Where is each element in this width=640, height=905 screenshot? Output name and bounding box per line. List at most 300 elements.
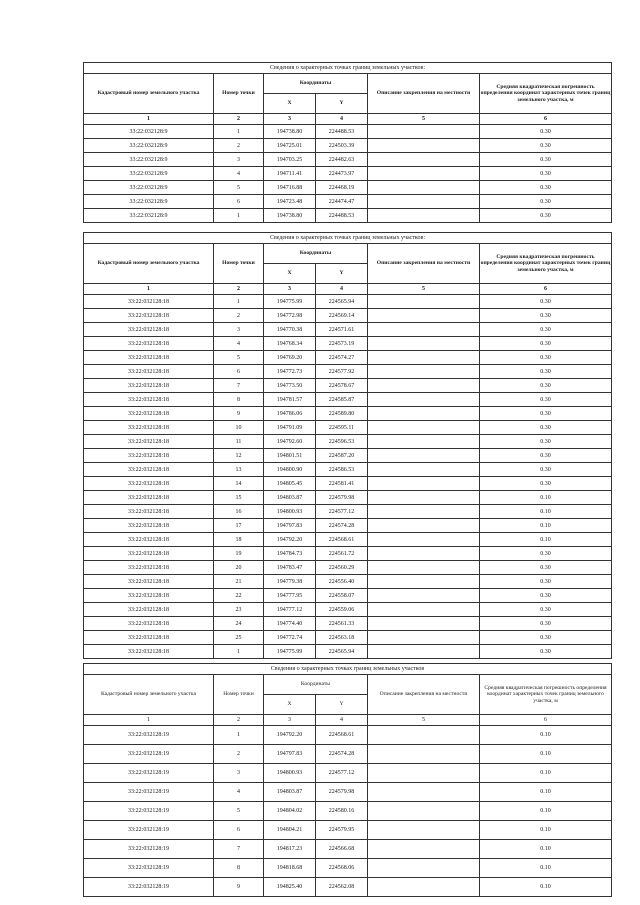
cell-point-number: 14 xyxy=(214,477,264,491)
cell-error: 0.30 xyxy=(480,603,612,617)
col-cadastral-header: Кадастровый номер земельного участка xyxy=(84,74,214,114)
cell-cadastral-number: 33:22:032128:9 xyxy=(84,167,214,181)
table-row xyxy=(84,435,612,449)
cell-cadastral-number: 33:22:032128:19 xyxy=(84,821,214,840)
cell-point-number: 8 xyxy=(214,859,264,878)
cell-cadastral-number: 33:22:032128:18 xyxy=(84,379,214,393)
table-row xyxy=(84,745,612,764)
points-table-3 xyxy=(83,663,612,897)
cell-y: 224589.80 xyxy=(316,407,368,421)
cell-y: 224561.33 xyxy=(316,617,368,631)
table-row xyxy=(84,195,612,209)
cell-error: 0.10 xyxy=(480,533,612,547)
cell-error: 0.30 xyxy=(480,631,612,645)
cell-y: 224595.11 xyxy=(316,421,368,435)
cell-error: 0.30 xyxy=(480,295,612,309)
cell-error: 0.10 xyxy=(480,859,612,878)
cell-y: 224585.87 xyxy=(316,393,368,407)
table-row xyxy=(84,379,612,393)
cell-error: 0.30 xyxy=(480,407,612,421)
cell-error: 0.30 xyxy=(480,449,612,463)
col-number: 5 xyxy=(368,114,480,125)
cell-description xyxy=(368,645,480,659)
cell-error: 0.30 xyxy=(480,589,612,603)
cell-x: 194777.95 xyxy=(264,589,316,603)
cell-cadastral-number: 33:22:032128:9 xyxy=(84,195,214,209)
table-row xyxy=(84,491,612,505)
col-coords-header: Координаты xyxy=(264,74,368,94)
cell-cadastral-number: 33:22:032128:9 xyxy=(84,125,214,139)
cell-description xyxy=(368,783,480,802)
cell-description xyxy=(368,726,480,745)
cell-x: 194792.20 xyxy=(264,533,316,547)
cell-y: 224596.53 xyxy=(316,435,368,449)
cell-y: 224568.61 xyxy=(316,533,368,547)
col-error-header: Средняя квадратическая погрешность определения координат характерных точек границ земельного участка, м xyxy=(480,244,612,284)
cell-x: 194804.02 xyxy=(264,802,316,821)
cell-point-number: 1 xyxy=(214,209,264,223)
cell-x: 194723.48 xyxy=(264,195,316,209)
table-row xyxy=(84,561,612,575)
table-row xyxy=(84,603,612,617)
cell-error: 0.30 xyxy=(480,547,612,561)
cell-x: 194772.98 xyxy=(264,309,316,323)
cell-point-number: 23 xyxy=(214,603,264,617)
col-x-header: X xyxy=(264,695,316,715)
cell-description xyxy=(368,477,480,491)
col-number: 6 xyxy=(480,284,612,295)
table-row xyxy=(84,589,612,603)
cell-x: 194803.87 xyxy=(264,783,316,802)
cell-x: 194781.57 xyxy=(264,393,316,407)
cell-point-number: 10 xyxy=(214,421,264,435)
cell-cadastral-number: 33:22:032128:18 xyxy=(84,491,214,505)
cell-y: 224587.20 xyxy=(316,449,368,463)
cell-point-number: 20 xyxy=(214,561,264,575)
table-row xyxy=(84,449,612,463)
cell-y: 224565.94 xyxy=(316,645,368,659)
cell-point-number: 1 xyxy=(214,295,264,309)
table-row xyxy=(84,365,612,379)
cell-y: 224573.19 xyxy=(316,337,368,351)
cell-error: 0.30 xyxy=(480,477,612,491)
cell-cadastral-number: 33:22:032128:18 xyxy=(84,351,214,365)
cell-error: 0.30 xyxy=(480,435,612,449)
cell-point-number: 21 xyxy=(214,575,264,589)
cell-description xyxy=(368,209,480,223)
cell-x: 194703.25 xyxy=(264,153,316,167)
cell-description xyxy=(368,365,480,379)
cell-y: 224473.97 xyxy=(316,167,368,181)
cell-cadastral-number: 33:22:032128:18 xyxy=(84,295,214,309)
table-row xyxy=(84,337,612,351)
cell-y: 224488.53 xyxy=(316,209,368,223)
col-number: 3 xyxy=(264,114,316,125)
cell-error: 0.10 xyxy=(480,821,612,840)
col-number: 1 xyxy=(84,114,214,125)
cell-x: 194797.83 xyxy=(264,519,316,533)
cell-x: 194803.87 xyxy=(264,491,316,505)
cell-point-number: 2 xyxy=(214,745,264,764)
cell-x: 194800.90 xyxy=(264,463,316,477)
table-row xyxy=(84,631,612,645)
cell-description xyxy=(368,309,480,323)
cell-cadastral-number: 33:22:032128:19 xyxy=(84,745,214,764)
cell-y: 224579.98 xyxy=(316,491,368,505)
cell-point-number: 2 xyxy=(214,139,264,153)
cell-x: 194711.41 xyxy=(264,167,316,181)
cell-error: 0.10 xyxy=(480,840,612,859)
col-desc-header: Описание закрепления на местности xyxy=(368,74,480,114)
col-x-header: X xyxy=(264,94,316,114)
cell-error: 0.30 xyxy=(480,181,612,195)
cell-description xyxy=(368,840,480,859)
cell-error: 0.10 xyxy=(480,726,612,745)
cell-point-number: 1 xyxy=(214,125,264,139)
cell-description xyxy=(368,547,480,561)
col-number: 4 xyxy=(316,114,368,125)
cell-cadastral-number: 33:22:032128:18 xyxy=(84,309,214,323)
col-number: 1 xyxy=(84,715,214,726)
col-error-header: Средняя квадратическая погрешность определения координат характерных точек границ земельного участка, м xyxy=(480,675,612,715)
table-row xyxy=(84,547,612,561)
table-row xyxy=(84,505,612,519)
cell-x: 194801.51 xyxy=(264,449,316,463)
cell-y: 224577.12 xyxy=(316,764,368,783)
cell-description xyxy=(368,764,480,783)
cell-y: 224579.98 xyxy=(316,783,368,802)
table-row xyxy=(84,167,612,181)
cell-description xyxy=(368,745,480,764)
cell-description xyxy=(368,463,480,477)
cell-description xyxy=(368,323,480,337)
cell-error: 0.10 xyxy=(480,491,612,505)
cell-x: 194769.20 xyxy=(264,351,316,365)
cell-x: 194800.93 xyxy=(264,505,316,519)
cell-cadastral-number: 33:22:032128:18 xyxy=(84,323,214,337)
cell-x: 194773.50 xyxy=(264,379,316,393)
cell-point-number: 9 xyxy=(214,407,264,421)
cell-point-number: 6 xyxy=(214,195,264,209)
cell-point-number: 5 xyxy=(214,802,264,821)
cell-error: 0.10 xyxy=(480,745,612,764)
cell-point-number: 6 xyxy=(214,821,264,840)
cell-cadastral-number: 33:22:032128:18 xyxy=(84,575,214,589)
cell-y: 224503.39 xyxy=(316,139,368,153)
cell-description xyxy=(368,139,480,153)
cell-y: 224560.29 xyxy=(316,561,368,575)
cell-description xyxy=(368,435,480,449)
col-number: 3 xyxy=(264,284,316,295)
cell-point-number: 7 xyxy=(214,840,264,859)
col-number: 3 xyxy=(264,715,316,726)
cell-point-number: 4 xyxy=(214,337,264,351)
cell-error: 0.30 xyxy=(480,561,612,575)
cell-point-number: 3 xyxy=(214,764,264,783)
cell-x: 194792.20 xyxy=(264,726,316,745)
cell-error: 0.30 xyxy=(480,617,612,631)
cell-y: 224574.28 xyxy=(316,745,368,764)
cell-point-number: 16 xyxy=(214,505,264,519)
table-caption: Сведения о характерных точках границ земельных участков xyxy=(84,664,612,675)
cell-x: 194800.93 xyxy=(264,764,316,783)
cell-cadastral-number: 33:22:032128:19 xyxy=(84,878,214,897)
cell-y: 224574.27 xyxy=(316,351,368,365)
cell-description xyxy=(368,575,480,589)
col-cadastral-header: Кадастровый номер земельного участка xyxy=(84,244,214,284)
col-point-header: Номер точки xyxy=(214,675,264,715)
cell-error: 0.30 xyxy=(480,645,612,659)
cell-description xyxy=(368,379,480,393)
cell-point-number: 4 xyxy=(214,167,264,181)
cell-x: 194725.01 xyxy=(264,139,316,153)
cell-point-number: 1 xyxy=(214,726,264,745)
table-row xyxy=(84,125,612,139)
cell-x: 194786.06 xyxy=(264,407,316,421)
table-body xyxy=(84,726,612,897)
cell-y: 224561.72 xyxy=(316,547,368,561)
cell-y: 224468.19 xyxy=(316,181,368,195)
cell-point-number: 6 xyxy=(214,365,264,379)
col-error-header: Средняя квадратическая погрешность определения координат характерных точек границ земельного участка, м xyxy=(480,74,612,114)
table-row xyxy=(84,139,612,153)
col-number: 4 xyxy=(316,715,368,726)
cell-error: 0.30 xyxy=(480,351,612,365)
cell-cadastral-number: 33:22:032128:19 xyxy=(84,802,214,821)
cell-description xyxy=(368,421,480,435)
cell-cadastral-number: 33:22:032128:19 xyxy=(84,859,214,878)
cell-description xyxy=(368,821,480,840)
cell-y: 224578.67 xyxy=(316,379,368,393)
cell-description xyxy=(368,393,480,407)
col-cadastral-header: Кадастровый номер земельного участка xyxy=(84,675,214,715)
table-caption: Сведения о характерных точках границ земельных участков: xyxy=(84,63,612,74)
cell-point-number: 19 xyxy=(214,547,264,561)
cell-description xyxy=(368,195,480,209)
cell-cadastral-number: 33:22:032128:18 xyxy=(84,407,214,421)
cell-x: 194775.99 xyxy=(264,645,316,659)
cell-error: 0.30 xyxy=(480,323,612,337)
col-number: 2 xyxy=(214,284,264,295)
cell-cadastral-number: 33:22:032128:18 xyxy=(84,477,214,491)
col-y-header: Y xyxy=(316,94,368,114)
cell-point-number: 13 xyxy=(214,463,264,477)
cell-description xyxy=(368,802,480,821)
table-row xyxy=(84,323,612,337)
cell-y: 224577.12 xyxy=(316,505,368,519)
cell-y: 224562.08 xyxy=(316,878,368,897)
cell-cadastral-number: 33:22:032128:18 xyxy=(84,449,214,463)
cell-y: 224571.61 xyxy=(316,323,368,337)
cell-cadastral-number: 33:22:032128:18 xyxy=(84,337,214,351)
cell-error: 0.10 xyxy=(480,519,612,533)
col-y-header: Y xyxy=(316,695,368,715)
cell-error: 0.30 xyxy=(480,365,612,379)
cell-y: 224574.28 xyxy=(316,519,368,533)
table-row xyxy=(84,840,612,859)
cell-point-number: 3 xyxy=(214,153,264,167)
cell-description xyxy=(368,631,480,645)
cell-point-number: 12 xyxy=(214,449,264,463)
col-point-header: Номер точки xyxy=(214,244,264,284)
cell-error: 0.10 xyxy=(480,878,612,897)
col-number: 5 xyxy=(368,284,480,295)
cell-description xyxy=(368,351,480,365)
cell-y: 224586.53 xyxy=(316,463,368,477)
cell-x: 194738.80 xyxy=(264,125,316,139)
cell-description xyxy=(368,561,480,575)
table-row xyxy=(84,393,612,407)
cell-point-number: 4 xyxy=(214,783,264,802)
table-row xyxy=(84,645,612,659)
cell-cadastral-number: 33:22:032128:18 xyxy=(84,631,214,645)
cell-error: 0.30 xyxy=(480,209,612,223)
cell-cadastral-number: 33:22:032128:19 xyxy=(84,783,214,802)
cell-point-number: 9 xyxy=(214,878,264,897)
table-row xyxy=(84,519,612,533)
table-row xyxy=(84,181,612,195)
table-body xyxy=(84,125,612,223)
cell-description xyxy=(368,449,480,463)
cell-y: 224474.47 xyxy=(316,195,368,209)
cell-error: 0.30 xyxy=(480,393,612,407)
table-row xyxy=(84,209,612,223)
table-body xyxy=(84,295,612,659)
cell-cadastral-number: 33:22:032128:9 xyxy=(84,139,214,153)
cell-point-number: 8 xyxy=(214,393,264,407)
cell-x: 194791.09 xyxy=(264,421,316,435)
cell-description xyxy=(368,603,480,617)
col-x-header: X xyxy=(264,264,316,284)
table-row xyxy=(84,309,612,323)
cell-error: 0.30 xyxy=(480,337,612,351)
cell-point-number: 5 xyxy=(214,351,264,365)
table-row xyxy=(84,783,612,802)
cell-cadastral-number: 33:22:032128:18 xyxy=(84,617,214,631)
cell-cadastral-number: 33:22:032128:9 xyxy=(84,153,214,167)
cell-point-number: 22 xyxy=(214,589,264,603)
col-number: 6 xyxy=(480,114,612,125)
cell-cadastral-number: 33:22:032128:18 xyxy=(84,435,214,449)
cell-point-number: 2 xyxy=(214,309,264,323)
table-row xyxy=(84,421,612,435)
cell-description xyxy=(368,878,480,897)
cell-x: 194804.21 xyxy=(264,821,316,840)
col-coords-header: Координаты xyxy=(264,244,368,264)
cell-description xyxy=(368,505,480,519)
col-desc-header: Описание закрепления на местности xyxy=(368,675,480,715)
cell-error: 0.30 xyxy=(480,125,612,139)
table-row xyxy=(84,295,612,309)
table-row xyxy=(84,764,612,783)
cell-cadastral-number: 33:22:032128:18 xyxy=(84,365,214,379)
cell-error: 0.30 xyxy=(480,195,612,209)
cell-description xyxy=(368,407,480,421)
cell-error: 0.30 xyxy=(480,309,612,323)
cell-y: 224581.41 xyxy=(316,477,368,491)
cell-x: 194818.68 xyxy=(264,859,316,878)
cell-x: 194779.38 xyxy=(264,575,316,589)
cell-y: 224577.92 xyxy=(316,365,368,379)
cell-description xyxy=(368,617,480,631)
cell-point-number: 15 xyxy=(214,491,264,505)
table-row xyxy=(84,802,612,821)
cell-cadastral-number: 33:22:032128:18 xyxy=(84,533,214,547)
cell-cadastral-number: 33:22:032128:18 xyxy=(84,561,214,575)
cell-error: 0.30 xyxy=(480,153,612,167)
cell-x: 194772.74 xyxy=(264,631,316,645)
cell-point-number: 7 xyxy=(214,379,264,393)
cell-error: 0.10 xyxy=(480,764,612,783)
cell-cadastral-number: 33:22:032128:18 xyxy=(84,645,214,659)
table-row xyxy=(84,617,612,631)
cell-cadastral-number: 33:22:032128:18 xyxy=(84,463,214,477)
cell-cadastral-number: 33:22:032128:18 xyxy=(84,603,214,617)
cell-cadastral-number: 33:22:032128:19 xyxy=(84,840,214,859)
col-number: 1 xyxy=(84,284,214,295)
cell-y: 224569.14 xyxy=(316,309,368,323)
col-number: 5 xyxy=(368,715,480,726)
cell-y: 224568.06 xyxy=(316,859,368,878)
cell-point-number: 1 xyxy=(214,645,264,659)
cell-error: 0.10 xyxy=(480,783,612,802)
cell-x: 194716.88 xyxy=(264,181,316,195)
cell-cadastral-number: 33:22:032128:18 xyxy=(84,393,214,407)
table-row xyxy=(84,351,612,365)
cell-point-number: 24 xyxy=(214,617,264,631)
cell-x: 194774.40 xyxy=(264,617,316,631)
cell-x: 194783.47 xyxy=(264,561,316,575)
cell-y: 224565.94 xyxy=(316,295,368,309)
cell-y: 224482.63 xyxy=(316,153,368,167)
cell-description xyxy=(368,125,480,139)
cell-x: 194772.73 xyxy=(264,365,316,379)
table-row xyxy=(84,407,612,421)
cell-error: 0.30 xyxy=(480,139,612,153)
cell-description xyxy=(368,181,480,195)
table-caption: Сведения о характерных точках границ земельных участков: xyxy=(84,233,612,244)
cell-point-number: 25 xyxy=(214,631,264,645)
cell-x: 194784.73 xyxy=(264,547,316,561)
col-number: 2 xyxy=(214,114,264,125)
col-y-header: Y xyxy=(316,264,368,284)
cell-point-number: 17 xyxy=(214,519,264,533)
cell-x: 194777.12 xyxy=(264,603,316,617)
cell-y: 224556.40 xyxy=(316,575,368,589)
cell-cadastral-number: 33:22:032128:19 xyxy=(84,764,214,783)
cell-description xyxy=(368,167,480,181)
cell-error: 0.30 xyxy=(480,463,612,477)
col-number: 6 xyxy=(480,715,612,726)
cell-x: 194738.80 xyxy=(264,209,316,223)
cell-y: 224580.16 xyxy=(316,802,368,821)
cell-point-number: 18 xyxy=(214,533,264,547)
cell-y: 224558.07 xyxy=(316,589,368,603)
cell-y: 224568.61 xyxy=(316,726,368,745)
col-point-header: Номер точки xyxy=(214,74,264,114)
cell-description xyxy=(368,491,480,505)
cell-description xyxy=(368,337,480,351)
cell-cadastral-number: 33:22:032128:9 xyxy=(84,181,214,195)
col-number: 2 xyxy=(214,715,264,726)
table-row xyxy=(84,477,612,491)
cell-y: 224559.06 xyxy=(316,603,368,617)
table-row xyxy=(84,878,612,897)
cell-x: 194792.60 xyxy=(264,435,316,449)
cell-x: 194817.23 xyxy=(264,840,316,859)
cell-cadastral-number: 33:22:032128:9 xyxy=(84,209,214,223)
cell-error: 0.30 xyxy=(480,575,612,589)
